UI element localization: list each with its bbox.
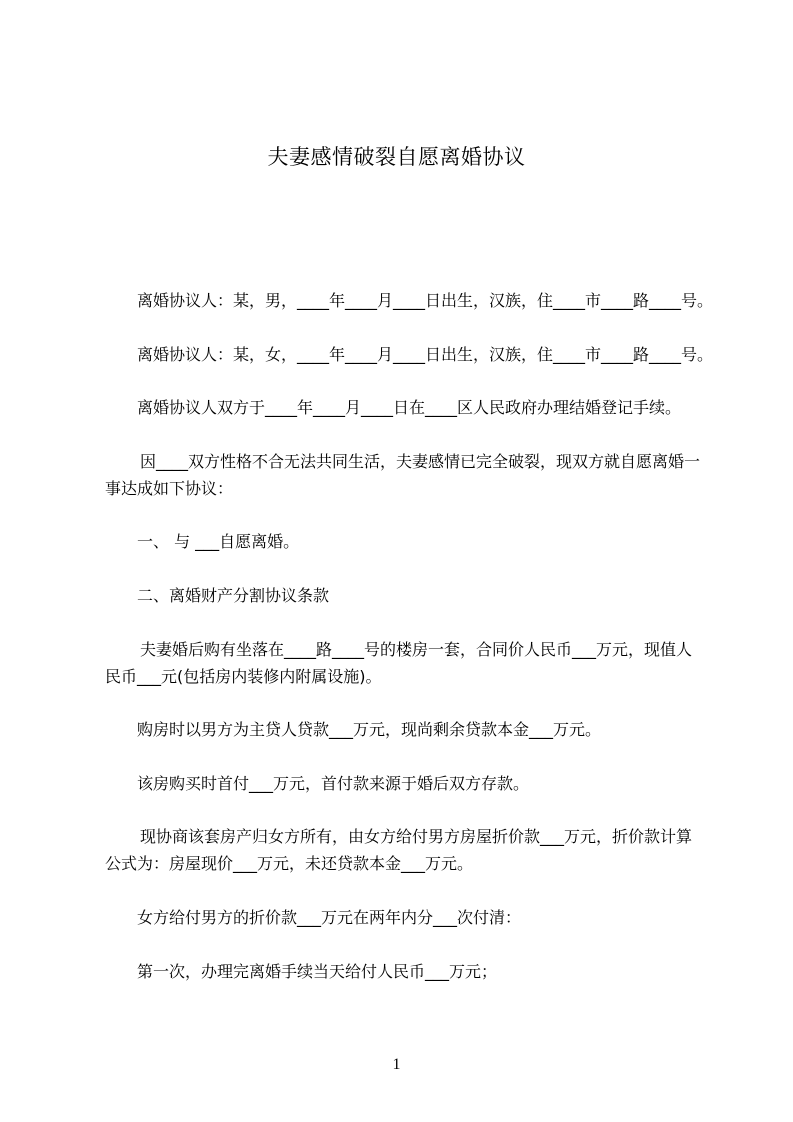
paragraph-female-party xyxy=(105,341,725,368)
paragraph-down-payment xyxy=(105,770,725,797)
paragraph-male-party xyxy=(105,287,725,314)
paragraph-line: 离婚协议人：某，男，____年____月____日出生，汉族，住____市____路____号。 xyxy=(137,291,714,310)
paragraph-marriage-registration xyxy=(105,394,725,421)
paragraph-installments xyxy=(105,904,725,931)
paragraph-reason xyxy=(105,448,725,502)
paragraph-line: 第一次，办理完离婚手续当天给付人民币___万元； xyxy=(137,961,498,981)
paragraph-line: 现协商该套房产归女方所有，由女方给付男方房屋折价款___万元，折价款计算 xyxy=(140,827,693,847)
paragraph-line: 女方给付男方的折价款___万元在两年内分___次付清： xyxy=(137,907,522,927)
paragraph-line: 离婚协议人双方于____年____月____日在____区人民政府办理结婚登记手续。 xyxy=(137,398,682,418)
paragraph-line: 公式为：房屋现价___万元，未还贷款本金___万元。 xyxy=(105,854,474,874)
document-body xyxy=(105,287,725,1011)
paragraph-line: 一、 与 ___自愿离婚。 xyxy=(137,532,300,552)
paragraph-ownership xyxy=(105,823,725,877)
clause-two-heading xyxy=(105,582,725,609)
paragraph-loan xyxy=(105,716,725,743)
paragraph-line: 因____双方性格不合无法共同生活，夫妻感情已完全破裂，现双方就自愿离婚一 xyxy=(140,451,701,471)
paragraph-line: 民币___元(包括房内装修内附属设施)。 xyxy=(105,666,382,686)
paragraph-line: 夫妻婚后购有坐落在____路____号的楼房一套，合同价人民币___万元，现值人 xyxy=(140,639,693,659)
paragraph-line: 该房购买时首付___万元，首付款来源于婚后双方存款。 xyxy=(137,773,530,793)
page-number: 1 xyxy=(392,1056,401,1073)
document-title: 夫妻感情破裂自愿离婚协议 xyxy=(267,145,526,169)
paragraph-line: 二、离婚财产分割协议条款 xyxy=(137,585,330,605)
paragraph-property xyxy=(105,636,725,690)
paragraph-line: 事达成如下协议： xyxy=(105,478,234,498)
paragraph-first-payment xyxy=(105,958,725,985)
paragraph-line: 购房时以男方为主贷人贷款___万元，现尚剩余贷款本金___万元。 xyxy=(137,720,602,740)
paragraph-line: 离婚协议人：某，女，____年____月____日出生，汉族，住____市____路____号。 xyxy=(137,344,714,364)
clause-one xyxy=(105,528,725,555)
